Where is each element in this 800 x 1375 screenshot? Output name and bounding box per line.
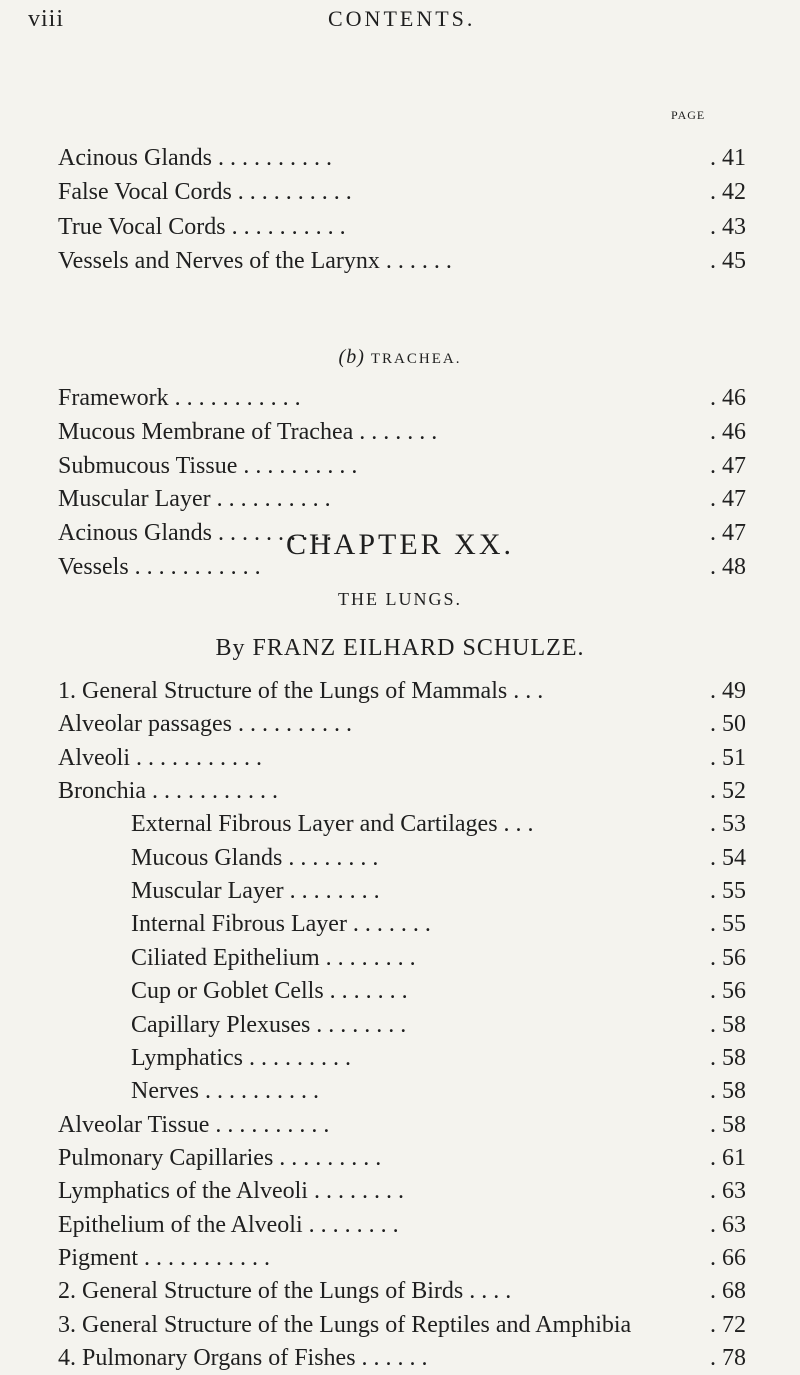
toc-entry-title: Lymphatics . . . . . . . . . — [131, 1044, 351, 1071]
toc-entry-page: . 56 — [710, 978, 746, 1005]
toc-entry — [58, 1141, 758, 1175]
toc-entry-page: . 58 — [710, 1044, 746, 1071]
toc-entry-title: Alveoli . . . . . . . . . . . — [58, 744, 262, 771]
toc-entry-page: . 58 — [710, 1111, 746, 1138]
toc-entry-page: . 72 — [710, 1311, 746, 1338]
toc-entry-title: Bronchia . . . . . . . . . . . — [58, 778, 278, 805]
toc-entry-title: 2. General Structure of the Lungs of Birds . . . . — [58, 1278, 512, 1305]
toc-entry-page: . 41 — [710, 145, 746, 171]
toc-entry — [58, 774, 758, 808]
toc-entry-title: Vessels and Nerves of the Larynx . . . . . . — [58, 247, 452, 274]
toc-entry-page: . 50 — [710, 711, 746, 738]
toc-entry-title: Ciliated Epithelium . . . . . . . . — [131, 944, 416, 971]
toc-entry — [58, 1308, 758, 1342]
toc-entry — [58, 1174, 758, 1208]
toc-entry-page: . 45 — [710, 247, 746, 274]
chapter-heading: CHAPTER XX. — [285, 528, 514, 561]
toc-entry-page: . 47 — [710, 452, 746, 479]
toc-entry-page: . 55 — [710, 878, 746, 905]
toc-entry — [58, 674, 758, 708]
toc-entry — [131, 807, 758, 841]
toc-entry — [131, 1074, 758, 1108]
toc-entry — [58, 1274, 758, 1308]
toc-entry — [131, 974, 758, 1008]
toc-entry-page: . 48 — [710, 554, 746, 580]
toc-entry-title: Acinous Glands . . . . . . . . . . — [58, 520, 332, 547]
toc-entry — [131, 941, 758, 975]
toc-entry-page: . 66 — [710, 1244, 746, 1271]
toc-entry-title: Alveolar Tissue . . . . . . . . . . — [58, 1111, 330, 1138]
page-number: viii — [28, 6, 65, 32]
toc-entry — [131, 907, 758, 941]
toc-entry — [131, 1008, 758, 1042]
toc-entry-title: 4. Pulmonary Organs of Fishes . . . . . . — [58, 1345, 428, 1371]
toc-entry — [58, 175, 758, 209]
toc-entry — [58, 1341, 758, 1375]
toc-entry — [58, 482, 758, 516]
toc-entry — [131, 874, 758, 908]
toc-entry-page: . 58 — [710, 1078, 746, 1105]
toc-entry-title: Muscular Layer . . . . . . . . — [131, 878, 380, 905]
toc-entry — [58, 1241, 758, 1275]
toc-entry-title: 3. General Structure of the Lungs of Reptiles and Amphibia — [58, 1311, 632, 1338]
toc-entry-page: . 63 — [710, 1178, 746, 1205]
running-head — [28, 6, 768, 36]
toc-entry-title: External Fibrous Layer and Cartilages . . . — [131, 811, 534, 838]
toc-entry-page: . 54 — [710, 844, 746, 871]
toc-entry-page: . 61 — [710, 1144, 746, 1171]
toc-entry-title: Nerves . . . . . . . . . . — [131, 1078, 319, 1105]
toc-entry-page: . 56 — [710, 944, 746, 971]
trachea-label: (b) — [338, 346, 365, 368]
toc-entry-page: . 53 — [710, 811, 746, 838]
toc-entry-page: . 46 — [710, 418, 746, 445]
toc-entry-title: Vessels . . . . . . . . . . . — [58, 554, 261, 580]
toc-entry-title: Mucous Membrane of Trachea . . . . . . . — [58, 418, 438, 445]
toc-entry-page: . 43 — [710, 213, 746, 240]
toc-entry — [58, 244, 758, 278]
toc-entry-title: Submucous Tissue . . . . . . . . . . — [58, 452, 358, 479]
toc-entry-title: Framework . . . . . . . . . . . — [58, 385, 301, 411]
toc-entry — [58, 415, 758, 449]
toc-entry-title: Epithelium of the Alveoli . . . . . . . . — [58, 1211, 399, 1238]
chapter-subject: THE LUNGS. — [338, 589, 462, 609]
toc-entry-title: Alveolar passages . . . . . . . . . . — [58, 711, 352, 738]
trachea-name: TRACHEA. — [370, 351, 462, 367]
toc-entry-page: . 46 — [710, 385, 746, 411]
toc-entry — [131, 841, 758, 875]
toc-entry — [58, 210, 758, 244]
toc-entry — [58, 741, 758, 775]
toc-entry-title: Muscular Layer . . . . . . . . . . — [58, 486, 331, 513]
toc-entry-title: Acinous Glands . . . . . . . . . . — [58, 145, 332, 171]
toc-entry-page: . 47 — [710, 520, 746, 547]
toc-entry — [58, 707, 758, 741]
toc-entry-title: Lymphatics of the Alveoli . . . . . . . . — [58, 1178, 404, 1205]
toc-entry-page: . 42 — [710, 179, 746, 206]
trachea-heading — [0, 346, 800, 369]
toc-entry — [58, 1208, 758, 1242]
toc-entry-title: Internal Fibrous Layer . . . . . . . — [131, 911, 431, 938]
toc-entry — [58, 1108, 758, 1142]
toc-entry-page: . 55 — [710, 911, 746, 938]
toc-entry-title: Cup or Goblet Cells . . . . . . . — [131, 978, 408, 1005]
toc-entry-page: . 68 — [710, 1278, 746, 1305]
toc-entry-title: False Vocal Cords . . . . . . . . . . — [58, 179, 352, 206]
toc-entry-page: . 49 — [710, 678, 746, 704]
toc-entry-title: Pigment . . . . . . . . . . . — [58, 1244, 271, 1271]
toc-entry-page: . 52 — [710, 778, 746, 805]
toc-entry-page: . 51 — [710, 744, 746, 771]
toc-entry-page: . 63 — [710, 1211, 746, 1238]
toc-entry-page: . 78 — [710, 1345, 746, 1371]
toc-entry-title: Pulmonary Capillaries . . . . . . . . . — [58, 1144, 382, 1171]
toc-entry-page: . 58 — [710, 1011, 746, 1038]
toc-entry — [131, 1041, 758, 1075]
running-title: CONTENTS. — [328, 6, 476, 31]
toc-entry — [58, 141, 758, 175]
toc-entry-title: 1. General Structure of the Lungs of Mammals . . . — [58, 678, 544, 704]
toc-entry-page: . 47 — [710, 486, 746, 513]
toc-entry — [58, 449, 758, 483]
chapter-byline: By FRANZ EILHARD SCHULZE. — [215, 635, 585, 661]
page-column-label: PAGE — [671, 108, 706, 122]
toc-entry-title: Mucous Glands . . . . . . . . — [131, 844, 379, 871]
toc-entry — [58, 381, 758, 415]
toc-entry-title: Capillary Plexuses . . . . . . . . — [131, 1011, 407, 1038]
toc-entry-title: True Vocal Cords . . . . . . . . . . — [58, 213, 346, 240]
